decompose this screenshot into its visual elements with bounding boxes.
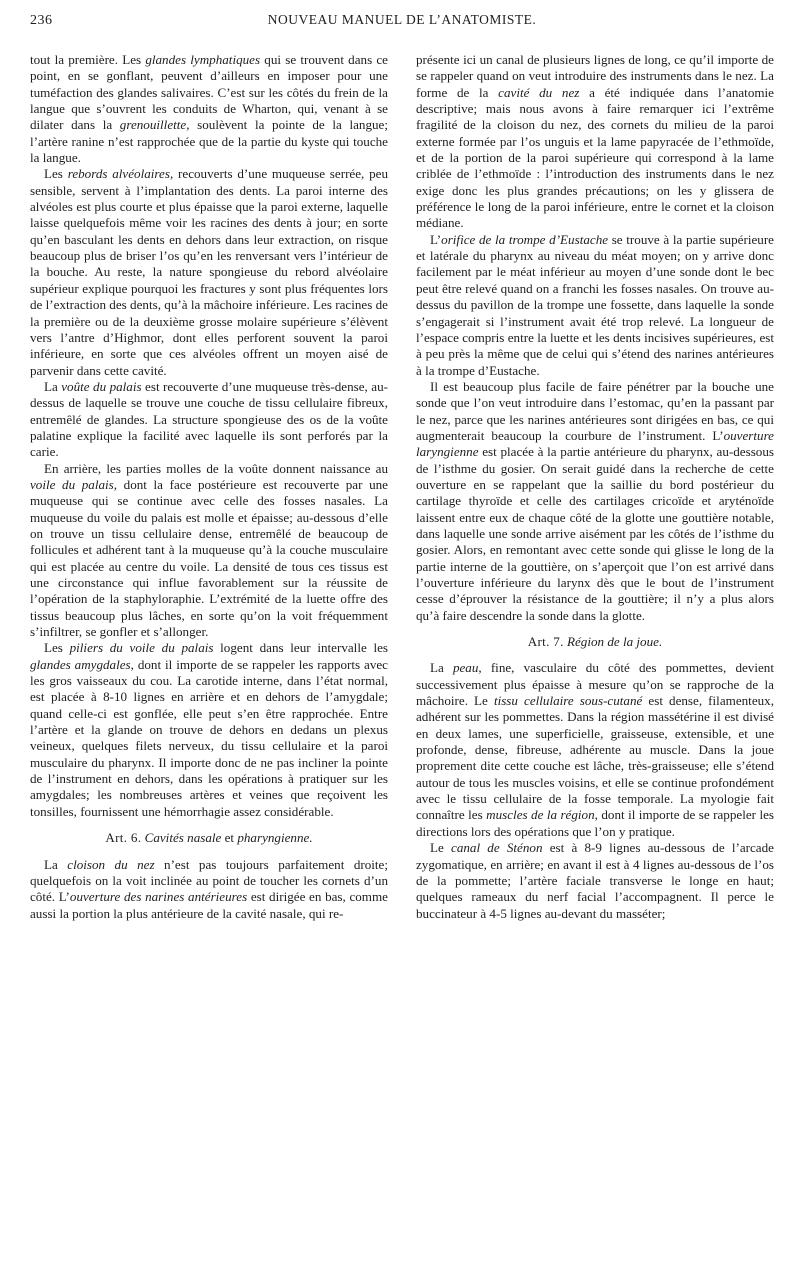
term-grenouillette: grenouillette	[119, 117, 187, 133]
term-palate-vault: voûte du palais	[61, 378, 142, 394]
paragraph-alveolar-ridges: Les rebords alvéolaires, recouverts d’une muqueuse serrée, peu sensible, servent à l’implantation des dents. La paroi interne des alvéoles est plus courte et plus épaisse que la paroi externe, laquelle laisse quelquefois même voir les racines des dents à jour; en sorte qu’en basculant les dents en dehors dans leur extraction, on risque beaucoup plus de briser l’os qu’en les renversant vers l’intérieur de la bouche. Au reste, la nature spongieuse du rebord alvéolaire supérieur explique pourquoi les fractures y sont plus fréquentes lors de l’extraction des dents, qu’à la mâchoire inférieure. Les racines de la première ou de la deuxième grosse molaire supérieure s’élèvent vers l’antre d’Highmor, dont elles perforent souvent la paroi inférieure, en sorte que ces alvéoles offrent un moyen aisé de parvenir dans cette cavité.	[30, 166, 389, 378]
text-columns	[30, 52, 774, 922]
running-title: NOUVEAU MANUEL DE L’ANATOMISTE.	[267, 12, 537, 27]
right-column	[416, 52, 774, 922]
paragraph-stenon-duct: Le canal de Sténon est à 8-9 lignes au-dessous de l’arcade zygomatique, en arrière; en avant il est à 4 lignes au-dessous de l’os de la pommette; l’artère faciale transverse le longe en haut; quelques rameaux du nerf facial l’accompagnent. Il perce le buccinateur à 4-5 lignes au-devant du masséter;	[416, 840, 774, 921]
term-skin: peau	[452, 660, 479, 676]
running-head	[30, 12, 774, 40]
paragraph-nasal-septum: La cloison du nez n’est pas toujours parfaitement droite; quelquefois on la voit inclinée au point de toucher les cornets d’un côté. L’ouverture des narines antérieures est dirigée en bas, comme aussi la portion la plus antérieure de la cavité nasale, qui re-	[30, 856, 389, 921]
article-7-heading: Art. 7. Région de la joue.	[527, 634, 663, 650]
page-number: 236	[30, 13, 53, 28]
term-stenon-duct: canal de Sténon	[451, 840, 543, 856]
term-subcutaneous-tissue: tissu cellulaire sous-cutané	[493, 693, 643, 709]
term-nasal-septum: cloison du nez	[67, 856, 155, 872]
term-laryngeal-opening: ouverture laryngienne	[416, 427, 774, 460]
paragraph-palate-pillars: Les piliers du voile du palais logent dans leur intervalle les glandes amygdales, dont il importe de se rappeler les rapports avec les gros vaisseaux du cou. La carotide interne, dans l’état normal, est placée à 8-10 lignes en arrière et en dehors de l’amygdale; quand celle-ci est gonflée, elle peut s’en être rapprochée. Entre l’artère et la glande on trouve de dehors en dedans un plexus veineux, quelques filets nerveux, du tissu cellulaire et la paroi musculaire du pharynx. Il importe donc de ne pas incliner la pointe de l’instrument en dehors, dans les opérations à pratiquer sur les amygdales; les nombreuses artères et veines que reçoivent les tonsilles, fournissent une hémorrhagie assez considérable.	[30, 640, 389, 819]
paragraph-cheek-skin: La peau, fine, vasculaire du côté des pommettes, devient successivement plus épaisse à mesure qu’on se rapproche de la mâchoire. Le tissu cellulaire sous-cutané est dense, filamenteux, adhérent sur les pommettes. Dans la région massétérine il est divisé en deux lames, une superficielle, graisseuse, extensible, et une profonde, dense, fibreuse, adhérente au muscle. Dans la joue proprement dite cette couche est lâche, très-graisseuse; elle s’étend autour de tous les muscles voisins, et elle se continue profondément avec le tissu cellulaire de la fosse temporale. La myologie fait connaître les muscles de la région, dont il importe de se rappeler les directions lors des opérations que l’on y pratique.	[416, 660, 774, 839]
term-eustachian-orifice: orifice de la trompe d’Eustache	[441, 231, 609, 247]
term-region-muscles: muscles de la région	[486, 807, 595, 823]
paragraph-lymphatic-glands: tout la première. Les glandes lymphatiques qui se trouvent dans ce point, en se gonflant, peuvent d’ailleurs en imposer pour une tuméfaction des glandes salivaires. C’est sur les côtés du frein de la langue que s’ouvrent les conduits de Wharton, qui, venant à se dilater dans la grenouillette, soulèvent la pointe de la langue; l’artère ranine n’est rapprochée que de la partie du kyste qui touche la langue.	[30, 52, 388, 166]
term-soft-palate: voile du palais	[30, 476, 114, 492]
term-anterior-nares: ouverture des narines antérieures	[69, 889, 248, 905]
paragraph-soft-palate: En arrière, les parties molles de la voûte donnent naissance au voile du palais, dont la face postérieure est recouverte par une muqueuse qui se continue avec celle des fosses nasales. La muqueuse du voile du palais est molle et épaisse; au-dessous d’elle on trouve un tissu cellulaire dense, entremêlé de beaucoup de follicules et adhérent tant à la muqueuse qu’à la couche musculaire qui est placée au centre du voile. La densité de tous ces tissus est une circonstance qui influe favorablement sur la réussite de l’opération de la staphyloraphie. L’extrémité de la luette offre des tissus beaucoup plus lâches, en sorte qu’on la voit fréquemment s’infiltrer, se gonfler et s’allonger.	[30, 460, 388, 640]
paragraph-nasal-cavity: présente ici un canal de plusieurs lignes de long, ce qu’il importe de se rappeler quand on veut introduire des instruments dans le nez. La forme de la cavité du nez a été indiquée dans l’anatomie descriptive; mais nous avons à faire remarquer ici l’extrême fragilité de la cloison du nez, des cornets du milieu de la paroi externe formée par l’os unguis et la lame papyracée de l’ethmoïde, et de la portion de la paroi supérieure qui correspond à la lame criblée de l’ethmoïde : l’introduction des instruments dans le nez exige donc les plus grandes précautions; on les y glissera de préférence le long de la paroi inférieure, entre le cornet et la cloison médiane.	[416, 52, 774, 231]
article-6-heading: Art. 6. Cavités nasale et pharyngienne.	[105, 830, 313, 846]
paragraph-laryngeal-opening: Il est beaucoup plus facile de faire pénétrer par la bouche une sonde que l’on veut introduire dans l’estomac, qu’en la passant par le nez, parce que les narines antérieures sont dirigées en bas, ce qui augmenterait beaucoup la courbure de l’instrument. L’ouverture laryngienne est placée à la partie antérieure du pharynx, au-dessous de l’isthme du gosier. On serait guidé dans la recherche de cette ouverture en se rappelant que la saillie du bord postérieur du cartilage thyroïde et celle des cartilages cricoïde et aryténoïde laissent entre eux de chaque côté de la glotte une gouttière notable, dans laquelle une sonde arrive aisément par les côtés de l’isthme du gosier. Alors, en remontant avec cette sonde qui glisse le long de la partie interne de la gouttière, on s’aperçoit que l’on est arrivé dans l’ouverture inférieure du larynx dès que le bout de l’instrument cesse d’éprouver la résistance de la gouttière; il n’y a plus alors qu’à faire descendre la sonde dans la glotte.	[416, 378, 774, 623]
term-nasal-cavity: cavité du nez	[498, 84, 580, 100]
term-palate-pillars: piliers du voile du palais	[69, 640, 214, 656]
term-lymphatic-glands: glandes lymphatiques	[145, 52, 261, 67]
paragraph-eustachian-tube: L’orifice de la trompe d’Eustache se trouve à la partie supérieure et latérale du pharynx au niveau du méat moyen; on y arrive donc facilement par le méat inférieur au moyen d’une sonde dont le bec peut être relevé quand on a franchi les fosses nasales. On trouve au-dessus du pavillon de la trompe une fossette, dans laquelle la sonde s’engagerait si l’instrument avait été trop relevé. La longueur de l’espace compris entre la luette et les dents incisives supérieures, est à peu près la même que de celui qui s’étend des narines antérieures à la trompe d’Eustache.	[416, 231, 774, 378]
term-alveolar-ridges: rebords alvéolaires,	[67, 166, 174, 182]
paragraph-palate-vault: La voûte du palais est recouverte d’une muqueuse très-dense, au-dessus de laquelle se trouve une couche de tissu cellulaire fibreux, entremêlé de glandes. La structure spongieuse des os de la voûte palatine explique la facilité avec laquelle ils sont perforés par la carie.	[30, 378, 388, 460]
left-column	[30, 52, 388, 922]
term-tonsils: glandes amygdales	[30, 656, 131, 672]
